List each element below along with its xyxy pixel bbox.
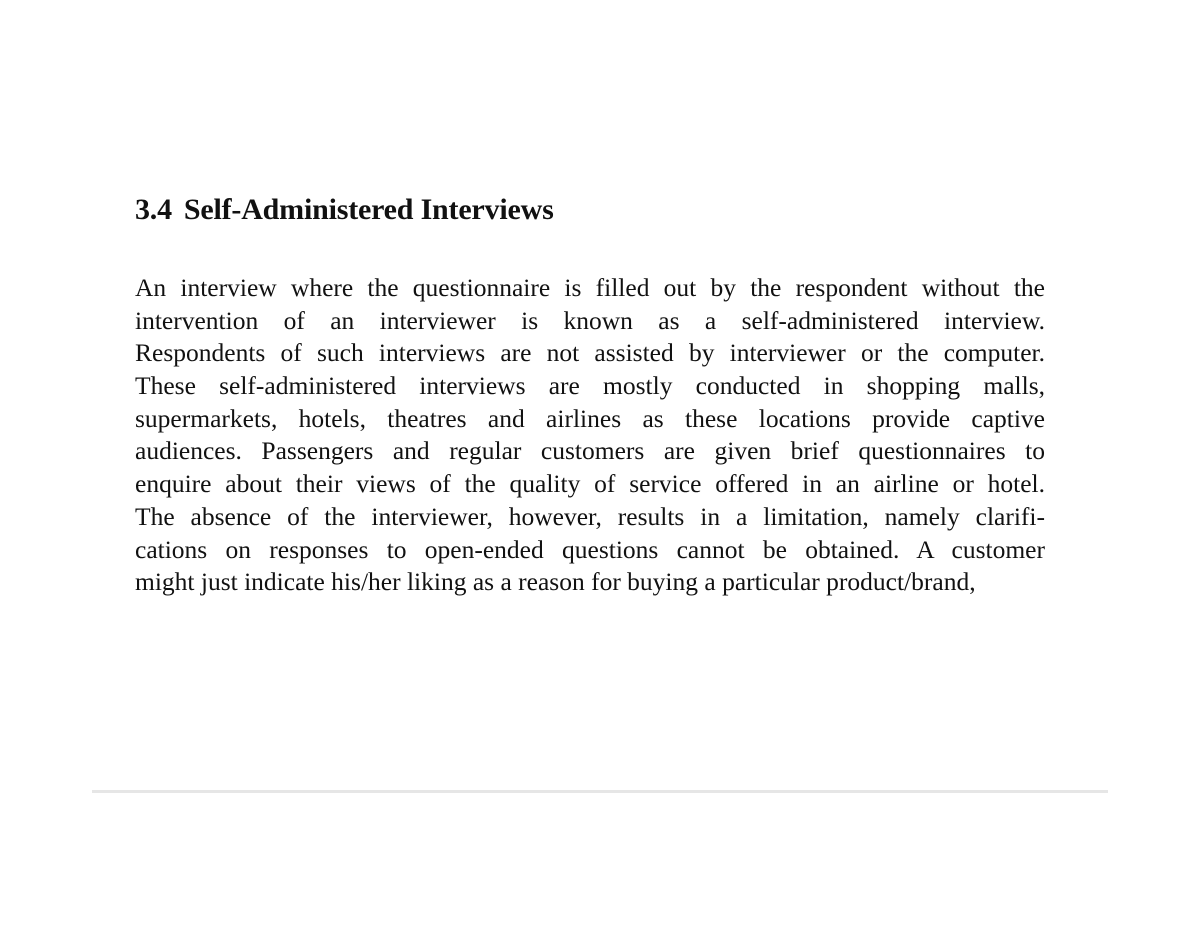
- paragraph-line: intervention of an interviewer is known as a self-administered interview.: [135, 305, 1045, 335]
- paragraph-line: These self-administered interviews are mostly conducted in shopping malls,: [135, 371, 1045, 401]
- paragraph-line: An interview where the questionnaire is filled out by the respondent without the: [135, 273, 1045, 302]
- paragraph-line: might just indicate his/her liking as a reason for buying a particular product/brand,: [135, 567, 976, 597]
- paragraph-line: cations on responses to open-ended questions cannot be obtained. A customer: [135, 534, 1045, 564]
- paragraph-line: Respondents of such interviews are not assisted by interviewer or the computer.: [135, 338, 1045, 368]
- section-title: Self-Administered Interviews: [183, 193, 554, 226]
- paragraph-line: enquire about their views of the quality of service offered in an airline or hotel.: [135, 469, 1045, 499]
- body-paragraph: [135, 272, 1045, 599]
- paragraph-line: supermarkets, hotels, theatres and airlines as these locations provide captive: [135, 403, 1045, 433]
- paragraph-line: audiences. Passengers and regular customers are given brief questionnaires to: [135, 436, 1045, 466]
- paragraph-line: The absence of the interviewer, however, results in a limitation, namely clarifi-: [135, 501, 1045, 531]
- section-heading: [135, 190, 554, 230]
- section-number: 3.4: [135, 193, 172, 226]
- page-divider: [92, 790, 1108, 793]
